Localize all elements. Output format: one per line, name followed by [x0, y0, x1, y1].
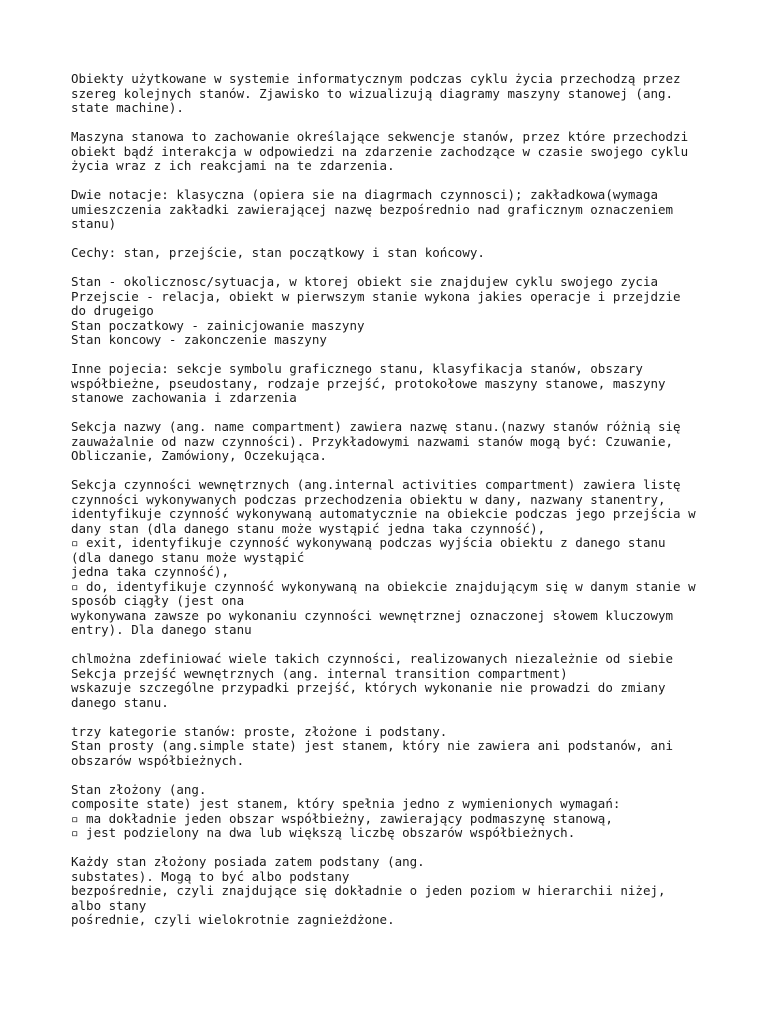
paragraph-notations: Dwie notacje: klasyczna (opiera sie na diagrmach czynnosci); zakładkowa(wymaga umieszczenia zakładki zawierającej nazwę bezpośrednio nad graficznym oznaczeniem stanu) [71, 187, 674, 231]
paragraph-state-machine-definition: Maszyna stanowa to zachowanie określające sekwencje stanów, przez które przechodzi obiekt bądź interakcja w odpowiedzi na zdarzenie zachodzące w czasie swojego cyklu życia wraz z ich reakcjami na te zdarzenia. [71, 129, 689, 173]
document-page [71, 72, 711, 942]
paragraph-definitions: Stan - okolicznosc/sytuacja, w ktorej obiekt sie znajdujew cyklu swojego zycia Przejscie - relacja, obiekt w pierwszym stanie wykona jakies operacje i przejdzie do drugeigo Stan poczatkowy - zainicjowanie maszyny Stan koncowy - zakonczenie maszyny [71, 274, 681, 347]
paragraph-substates: Każdy stan złożony posiada zatem podstany (ang. substates). Mogą to być albo podstany bezpośrednie, czyli znajdujące się dokładnie o jeden poziom w hierarchii niżej, albo stany pośrednie, czyli wielokrotnie zagnieżdżone. [71, 854, 666, 927]
paragraph-name-compartment: Sekcja nazwy (ang. name compartment) zawiera nazwę stanu.(nazwy stanów różnią się zauważalnie od nazw czynności). Przykładowymi nazwami stanów mogą być: Czuwanie, Obliczanie, Zamówiony, Oczekująca. [71, 419, 681, 463]
paragraph-features: Cechy: stan, przejście, stan początkowy i stan końcowy. [71, 245, 485, 260]
paragraph-intro: Obiekty użytkowane w systemie informatycznym podczas cyklu życia przechodzą przez szereg kolejnych stanów. Zjawisko to wizualizują diagramy maszyny stanowej (ang. state machine). [71, 71, 681, 115]
paragraph-state-categories: trzy kategorie stanów: proste, złożone i podstany. Stan prosty (ang.simple state) jest stanem, który nie zawiera ani podstanów, ani obszarów współbieżnych. [71, 723, 674, 768]
paragraph-composite-state: Stan złożony (ang. composite state) jest stanem, który spełnia jedno z wymienionych wymagań: ▫ ma dokładnie jeden obszar współbieżny, zawierający podmaszynę stanową, ▫ jest podzielony na dwa lub większą liczbę obszarów współbieżnych. [71, 781, 621, 840]
paragraph-other-concepts: Inne pojecia: sekcje symbolu graficznego stanu, klasyfikacja stanów, obszary współbieżne, pseudostany, rodzaje przejść, protokołowe maszyny stanowe, maszyny stanowe zachowania i zdarzenia [71, 361, 666, 405]
paragraph-internal-activities: Sekcja czynności wewnętrznych (ang.internal activities compartment) zawiera listę czynności wykonywanych podczas przechodzenia obiektu w dany, nazwany stanentry, identyfikuje czynność wykonywaną automatycznie na obiekcie podczas jego przejścia w dany stan (dla danego stanu może wystąpić jedna taka czynność), ▫ exit, identyfikuje czynność wykonywaną podczas wyjścia obiektu z danego stanu (dla danego stanu może wystąpić jedna taka czynność), ▫ do, identyfikuje czynność wykonywaną na obiekcie znajdującym się w danym stanie w sposób ciągły (jest ona wykonywana zawsze po wykonaniu czynności wewnętrznej oznaczonej słowem kluczowym entry). Dla danego stanu [71, 477, 696, 637]
paragraph-internal-transitions: chlmożna zdefiniować wiele takich czynności, realizowanych niezależnie od siebie Sekcja przejść wewnętrznych (ang. internal transition compartment) wskazuje szczególne przypadki przejść, których wykonanie nie prowadzi do zmiany danego stanu. [71, 651, 674, 710]
